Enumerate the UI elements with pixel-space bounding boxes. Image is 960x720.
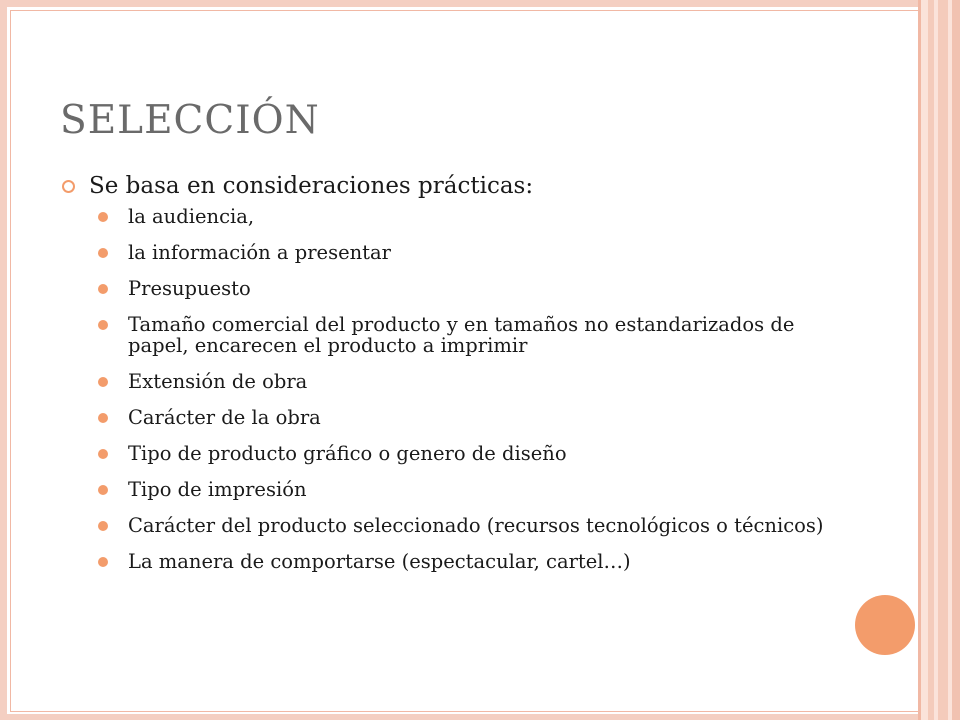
- list-item: [98, 371, 842, 392]
- slide-content: [62, 170, 842, 587]
- frame-bottom: [0, 714, 960, 720]
- accent-circle: [855, 595, 915, 655]
- slide-title: SELECCIÓN: [60, 98, 320, 143]
- frame-rule-bottom: [10, 711, 918, 712]
- list-item: [98, 206, 842, 227]
- list-item-text: Tamaño comercial del producto y en tamaños no estandarizados de papel, encarecen el producto a imprimir: [128, 313, 795, 357]
- list-item-text: Tipo de producto gráfico o genero de diseño: [128, 442, 567, 465]
- frame-rule-left: [10, 10, 11, 712]
- filled-circle-icon: [98, 557, 108, 567]
- list-item-text: Carácter de la obra: [128, 406, 321, 429]
- list-item: [98, 443, 842, 464]
- list-item: [98, 479, 842, 500]
- filled-circle-icon: [98, 485, 108, 495]
- filled-circle-icon: [98, 449, 108, 459]
- stripe: [938, 0, 948, 720]
- stripe: [921, 0, 928, 720]
- filled-circle-icon: [98, 248, 108, 258]
- list-item-text: Presupuesto: [128, 277, 251, 300]
- stripe: [952, 0, 960, 720]
- list-item: [98, 314, 842, 356]
- filled-circle-icon: [98, 212, 108, 222]
- list-item-text: la información a presentar: [128, 241, 391, 264]
- filled-circle-icon: [98, 377, 108, 387]
- filled-circle-icon: [98, 284, 108, 294]
- list-item: [98, 278, 842, 299]
- filled-circle-icon: [98, 320, 108, 330]
- list-item-text: Carácter del producto seleccionado (recursos tecnológicos o técnicos): [128, 514, 824, 537]
- list-item: [98, 551, 842, 572]
- list-item-text: Tipo de impresión: [128, 478, 307, 501]
- filled-circle-icon: [98, 413, 108, 423]
- list-item-text: la audiencia,: [128, 205, 255, 228]
- frame-left: [0, 0, 7, 720]
- main-point: [62, 170, 842, 202]
- main-point-text: Se basa en consideraciones prácticas:: [89, 173, 534, 199]
- decorative-stripes: [918, 0, 960, 720]
- list-item: [98, 515, 842, 536]
- frame-rule-top: [10, 10, 918, 11]
- filled-circle-icon: [98, 521, 108, 531]
- frame-top: [0, 0, 960, 7]
- hollow-circle-icon: [62, 180, 75, 193]
- list-item: [98, 407, 842, 428]
- sub-list: [62, 206, 842, 572]
- list-item-text: Extensión de obra: [128, 370, 308, 393]
- list-item: [98, 242, 842, 263]
- list-item-text: La manera de comportarse (espectacular, cartel…): [128, 550, 631, 573]
